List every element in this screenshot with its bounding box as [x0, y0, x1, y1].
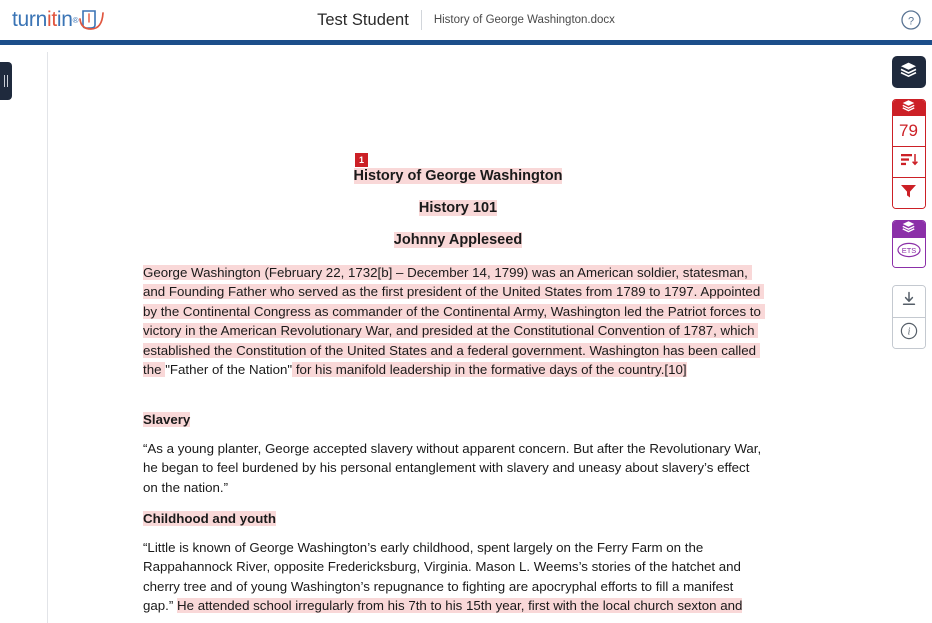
right-sidebar: [885, 45, 932, 623]
layers-icon: [902, 220, 915, 238]
svg-text:?: ?: [907, 15, 915, 28]
filter-funnel-icon: [900, 183, 917, 204]
info-circle-icon: [900, 322, 918, 345]
slavery-heading-text: Slavery: [143, 412, 191, 427]
svg-text:ETS: ETS: [901, 246, 916, 255]
svg-text:i: i: [907, 326, 910, 338]
sort-descending-icon: [900, 152, 918, 173]
layers-icon: [900, 61, 917, 83]
childhood-body-plain: “Little is known of George Washington’s early childhood, spent largely on the Ferry Farm on the Rappahannock River, opposite Fredericksburg, Virginia. Mason L. Weems’s stories of the hatchet and cherry tree and of young Washington’s repugnance to fighting are apocryphal efforts to fill a manifest gap.”: [143, 540, 745, 614]
ets-logo-icon: [896, 241, 922, 264]
slavery-body: “As a young planter, George accepted slavery without apparent concern. But after the Revolutionary War, he began to feel burdened by his personal entanglement with slavery and uneasy about slavery’s effect on the nation.”: [143, 441, 765, 495]
logo-text-it: it: [47, 8, 57, 31]
childhood-heading-text: Childhood and youth: [143, 511, 276, 526]
slavery-heading: [143, 410, 765, 429]
header-title-group: [0, 0, 932, 40]
file-name: History of George Washington.docx: [433, 14, 615, 26]
header-divider: [421, 10, 422, 30]
app-header: [0, 0, 932, 40]
similarity-panel-group: [892, 99, 926, 209]
document-author: [48, 231, 868, 250]
document-title-text: History of George Washington: [353, 168, 563, 184]
download-icon: [901, 291, 917, 312]
layers-icon: [902, 99, 915, 117]
student-name: Test Student: [317, 10, 409, 29]
info-button[interactable]: [893, 317, 925, 348]
layers-panel-toggle-button[interactable]: [892, 56, 926, 88]
turnitin-swoosh-icon: [77, 7, 107, 33]
left-panel-toggle-handle[interactable]: [0, 62, 12, 100]
similarity-score[interactable]: 79: [893, 116, 925, 146]
download-button[interactable]: [893, 286, 925, 317]
document-course-text: History 101: [418, 200, 498, 216]
intro-paragraph: [143, 263, 765, 379]
ets-logo-button[interactable]: [893, 237, 925, 267]
similarity-panel-header[interactable]: [893, 100, 925, 116]
intro-paragraph-part2: for his manifold leadership in the formative days of the country.[10]: [292, 362, 687, 378]
sort-matches-button[interactable]: [893, 146, 925, 177]
logo-text-in: in: [56, 8, 73, 31]
sidebar-tools-group: [892, 285, 926, 349]
document-course: [48, 199, 868, 218]
ets-panel-group: [892, 220, 926, 268]
filter-matches-button[interactable]: [893, 177, 925, 208]
document-author-text: Johnny Appleseed: [393, 232, 523, 248]
intro-paragraph-part1: George Washington (February 22, 1732[b] – December 14, 1799) was an American soldier, statesman, and Founding Father who served as the first president of the United States from 1789 to 1797. Appointed by the Continental Congress as commander of the Continental Army, Washington led the Patriot forces to victory in the American Revolutionary War, and presided at the Constitutional Convention of 1787, which established the Constitution of the United States and a federal government. Washington has been called the: [143, 265, 765, 378]
childhood-body: [143, 538, 765, 616]
logo-registered-mark: ®: [72, 15, 79, 25]
question-mark-circle-icon[interactable]: [900, 9, 922, 31]
turnitin-logo[interactable]: [12, 7, 107, 33]
ets-panel-header[interactable]: [893, 221, 925, 237]
intro-paragraph-unhighlighted: "Father of the Nation": [165, 362, 293, 378]
match-badge-1[interactable]: 1: [355, 153, 368, 167]
drag-grip-icon: [4, 75, 8, 87]
childhood-heading: [143, 509, 765, 528]
logo-text-turn: turn: [12, 8, 47, 31]
document-title: [48, 167, 868, 186]
document-viewport[interactable]: [48, 45, 885, 623]
childhood-body-highlighted: He attended school irregularly from his 7th to his 15th year, first with the local church sexton and: [177, 598, 743, 614]
